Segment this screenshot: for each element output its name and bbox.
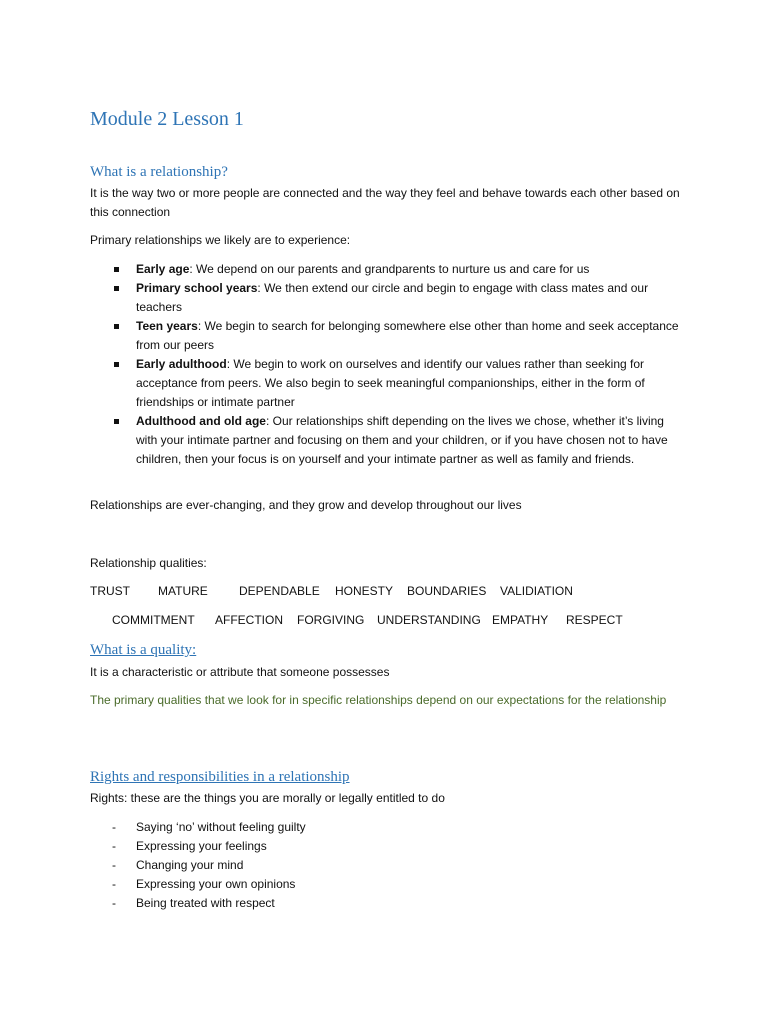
bullet-icon [114,324,119,329]
quality-word: COMMITMENT [112,613,195,627]
quality-word: HONESTY [335,584,394,598]
list-item-term: Early adulthood [136,357,227,371]
list-item-text: Saying ‘no’ without feeling guilty [136,820,306,834]
list-item [112,875,306,894]
page-title: Module 2 Lesson 1 [90,108,244,130]
list-item-text: Being treated with respect [136,896,275,910]
bullet-icon [114,419,119,424]
quality-note: The primary qualities that we look for in specific relationships depend on our expectations for the relationship [90,693,667,707]
list-item-term: Adulthood and old age [136,414,266,428]
list-item-text: : We depend on our parents and grandparents to nurture us and care for us [189,262,590,276]
list-item-text: Expressing your feelings [136,839,267,853]
quality-word: TRUST [90,584,130,598]
section-heading-quality: What is a quality: [90,642,197,658]
quality-word: DEPENDABLE [239,584,320,598]
dash-marker: - [112,877,116,891]
bullet-icon [114,286,119,291]
list-item-text: : Our relationships shift depending on the lives we chose, whether it’s living with your intimate partner and focusing on them and your children, or if you have chosen not to have children, then your focus is on yourself and your intimate partner as well as family and friends. [136,414,668,466]
rights-list [112,818,306,913]
list-item [112,260,682,279]
relationship-definition: It is the way two or more people are connected and the way they feel and behave towards each other based on this connection [90,186,680,219]
qualities-label: Relationship qualities: [90,556,207,570]
list-item [112,279,682,317]
list-item-term: Teen years [136,319,198,333]
dash-marker: - [112,858,116,872]
list-item [112,818,306,837]
quality-word: BOUNDARIES [407,584,487,598]
dash-marker: - [112,820,116,834]
list-item-term: Primary school years [136,281,258,295]
section-heading-rights: Rights and responsibilities in a relationship [90,769,350,785]
relationships-closing: Relationships are ever-changing, and they grow and develop throughout our lives [90,498,522,512]
quality-definition: It is a characteristic or attribute that someone possesses [90,665,390,679]
quality-word: AFFECTION [215,613,283,627]
quality-word: UNDERSTANDING [377,613,481,627]
bullet-icon [114,362,119,367]
rights-definition: Rights: these are the things you are morally or legally entitled to do [90,791,445,805]
list-item-text: : We then extend our circle and begin to engage with class mates and our teachers [136,281,649,314]
list-item [112,412,682,469]
quality-word: RESPECT [566,613,623,627]
primary-relationships-intro: Primary relationships we likely are to experience: [90,233,351,247]
list-item [112,837,306,856]
dash-marker: - [112,896,116,910]
quality-word: EMPATHY [492,613,549,627]
life-stage-list [112,260,682,469]
list-item-term: Early age [136,262,190,276]
bullet-icon [114,267,119,272]
quality-word: MATURE [158,584,208,598]
dash-marker: - [112,839,116,853]
list-item-text: : We begin to work on ourselves and identify our values rather than seeking for acceptance from peers. We also begin to seek meaningful companionships, either in the form of friendships or intimate partner [136,357,645,409]
list-item [112,894,306,913]
list-item [112,355,682,412]
list-item-text: : We begin to search for belonging somewhere else other than home and seek acceptance from our peers [136,319,679,352]
quality-word: VALIDIATION [500,584,573,598]
quality-word: FORGIVING [297,613,365,627]
list-item [112,317,682,355]
list-item [112,856,306,875]
section-heading-relationship: What is a relationship? [90,164,228,180]
list-item-text: Changing your mind [136,858,244,872]
list-item-text: Expressing your own opinions [136,877,296,891]
